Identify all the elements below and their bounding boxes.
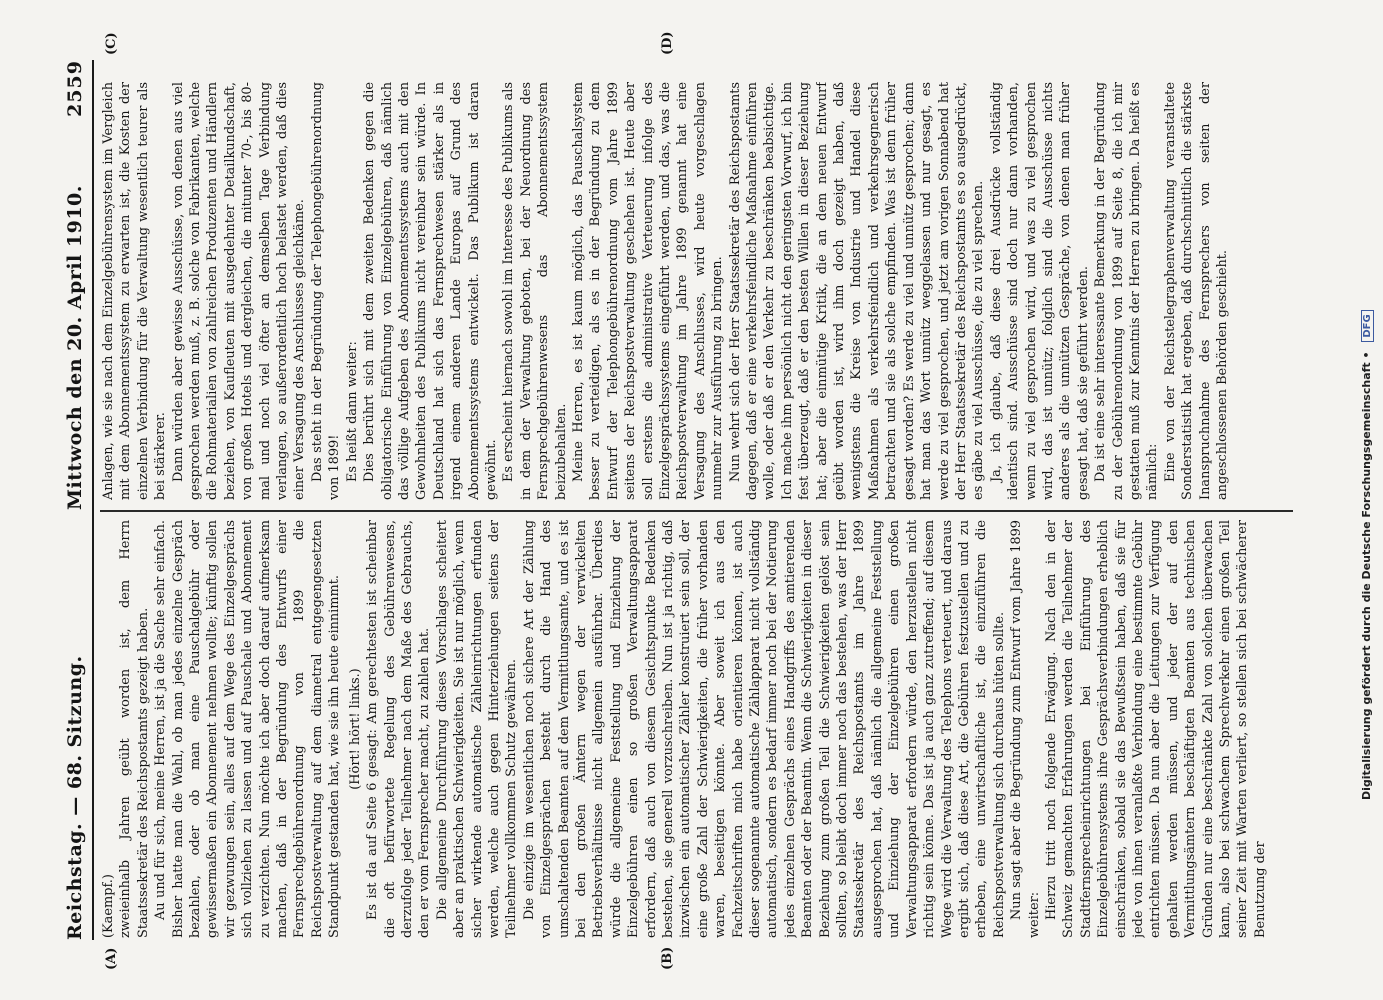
quoted-paragraph: Eine von der Reichstelegraphenverwaltung veranstaltete Sonderstatistik hat ergeben, daß durchschnittlich die stärkste Inanspruchnahme des Fernsprechers von seiten der angeschlossenen Behörden geschieht.	[1162, 82, 1230, 500]
paragraph: Die einzige im wesentlichen noch sichere Art der Zählung von Einzelgesprächen besteht durch die Hand des umschaltenden Beamten auf dem Vermittlungsamte, und es ist bei den großen Ämtern wegen der verwickelten Betriebsverhältnisse nicht allgemein ausführbar. Überdies würde die allgemeine Feststellung und Einziehung der Einzelgebühren einen so großen Verwaltungsapparat erfordern, daß auch von diesem Gesichtspunkte Bedenken bestehen, sie generell vorzuschreiben. Nun ist ja richtig, daß inzwischen ein automatischer Zähler konstruiert sein soll, der eine große Zahl der Schwierigkeiten, die früher vorhanden waren, beseitigen könnte. Aber soweit ich aus den Fachzeitschriften mich habe orientieren können, ist auch dieser sogenannte automatische Zählapparat nicht vollständig automatisch, sondern es bedarf immer noch bei der Notierung jedes einzelnen Gesprächs eines Handgriffs des amtierenden Beamten oder der Beamtin. Wenn die Schwierigkeiten in dieser Beziehung zum großen Teil die Schwierigkeiten gelöst sein sollten, so bleibt doch immer noch das bestehen, was der Herr Staatssekretär des Reichspostamts im Jahre 1899 ausgesprochen hat, daß nämlich die allgemeine Feststellung und Einziehung der Einzelgebühren einen großen Verwaltungsapparat erfordern würde, den herzustellen nicht richtig sein könne. Das ist ja auch ganz zutreffend; auf diesem Wege wird die Verwaltung des Telephons verteuert, und daraus ergibt sich, daß diese Art, die Gebühren festzustellen und zu erheben, eine unwirtschaftliche ist, die einzuführen die Reichspostverwaltung sich durchaus hüten sollte.	[521, 520, 1007, 938]
paragraph: Da ist eine sehr interessante Bemerkung in der Begründung zu der Gebührenordnung von 1899 auf Seite 8, die ich mir gestatten muß zur Kenntnis der Herren zu bringen. Da heißt es nämlich:	[1093, 82, 1161, 500]
paragraph: Das steht in der Begründung der Telephongebührenordnung von 1899!	[309, 82, 343, 500]
column-divider	[100, 510, 1293, 512]
paragraph: Die allgemeine Durchführung dieses Vorschlages scheitert aber an praktischen Schwierigkeiten. Sie ist nur möglich, wenn sicher wirkende automatische Zähleinrichtungen erfunden werden, welche auch gegen Hinterziehungen seitens der Teilnehmer vollkommen Schutz gewähren.	[434, 520, 520, 938]
header-session-title: Reichstag. — 68. Sitzung.	[64, 655, 86, 940]
header-date: Mittwoch den 20. April 1910.	[64, 185, 86, 510]
header-page-number: 2559	[64, 60, 86, 117]
margin-mark-c: (C)	[104, 32, 119, 55]
margin-mark-b: (B)	[660, 946, 675, 970]
paragraph: Dann würden aber gewisse Ausschüsse, von denen aus viel gesprochen werden muß, z. B. solche von Fabrikanten, welche die Rohmaterialien von zahlreichen Produzenten und Händlern beziehen, von Kaufleuten mit ausgedehnter Detailkundschaft, von großen Hotels und dergleichen, die mitunter 70-, bis 80-mal und noch viel öfter an demselben Tage Verbindung verlangen, so außerordentlich hoch belastet werden, daß dies einer Versagung des Anschlusses gleichkäme.	[170, 82, 308, 500]
dfg-logo: DFG	[1361, 310, 1374, 341]
paragraph: zweieinhalb Jahren geübt worden ist, dem Herrn Staatssekretär des Reichspostamts gezeigt haben.	[118, 520, 151, 938]
margin-mark-d: (D)	[660, 31, 675, 55]
right-text-column	[100, 82, 1295, 500]
paragraph: Nun wehrt sich der Herr Staatssekretär des Reichspostamts dagegen, daß er eine verkehrsfeindliche Maßnahme einführen wolle, oder daß er den Verkehr zu beschränken beabsichtige. Ich mache ihm persönlich nicht den geringsten Vorwurf, ich bin fest überzeugt, daß er den besten Willen in dieser Beziehung hat; aber die einmütige Kritik, die an dem neuen Entwurf geübt worden ist, wird ihm doch gezeigt haben, daß wenigstens die Kreise von Industrie und Handel diese Maßnahmen als verkehrsfeindlich und verkehrsgegnerisch betrachten und sie als solche empfinden. Was ist denn früher gesagt worden? Es werde zu viel und unnütz gesprochen; dann hat man das Wort unnütz weggelassen und nur gesagt, es werde zu viel gesprochen, und jetzt am vorigen Sonnabend hat der Herr Staatssekretär des Reichspostamts es so ausgedrückt, es gäbe zu viel Ausschüsse, die zu viel sprechen.	[727, 82, 987, 500]
paragraph: Ja, ich glaube, daß diese drei Ausdrücke vollständig identisch sind. Ausschüsse sind doch nur dann vorhanden, wenn zu viel gesprochen wird, und was zu viel gesprochen wird, das ist unnütz; folglich sind die Ausschüsse nichts anderes als die unnützen Gespräche, von denen man früher gesagt hat, daß sie geführt werden.	[988, 82, 1091, 500]
paragraph: Anlagen, wie sie nach dem Einzelgebührensystem im Vergleich mit dem Abonnementssystem zu erwarten ist, die Kosten der einzelnen Verbindung für die Verwaltung wesentlich teurer als bei stärkerer.	[101, 82, 169, 500]
paragraph: Au und für sich, meine Herren, ist ja die Sache sehr einfach. Bisher hatte man die Wahl, ob man jedes einzelne Gespräch bezahlen, oder ob man eine Pauschalgebühr oder gewissermaßen ein Abonnement nehmen wollte; künftig sollen wir gezwungen sein, alles auf dem Wege des Einzelgesprächs sich vollziehen zu lassen und auf Pauschale und Abonnement zu verzichten. Nun möchte ich aber doch darauf aufmerksam machen, daß in der Begründung des Entwurfs einer Fernsprechgebührenordnung von 1899 die Reichspostverwaltung auf dem diametral entgegengesetzten Standpunkt gestanden hat, wie sie ihn heute einnimmt.	[153, 520, 343, 938]
left-text-column	[100, 520, 1295, 938]
margin-mark-a: (A)	[104, 947, 119, 970]
page-header	[52, 60, 94, 940]
paragraph: Es heißt dann weiter:	[344, 341, 360, 482]
quoted-paragraph: Es erscheint hiernach sowohl im Interesse des Publikums als in dem der Verwaltung geboten, bei der Neuordnung des Fernsprechgebührenwesens das Abonnementssystem beizubehalten.	[501, 82, 569, 500]
quoted-paragraph: Dies berührt sich mit dem zweiten Bedenken gegen die obligatorische Einführung von Einzelgebühren, daß nämlich das völlige Aufgeben des Abonnementssystems auch mit den Gewohnheiten des Publikums nicht vereinbar sein würde. In Deutschland hat sich das Fernsprechwesen stärker als in irgend einem anderen Lande Europas auf Grund des Abonnementssystems entwickelt. Das Publikum ist daran gewöhnt.	[362, 82, 499, 500]
speaker-name: (Kaempf.)	[101, 874, 116, 938]
paragraph: Nun sagt aber die Begründung zum Entwurf vom Jahre 1899 weiter:	[1009, 520, 1042, 938]
paragraph: Es ist da auf Seite 6 gesagt: Am gerechtesten ist scheinbar die oft befürwortete Regelung des Gebührenwesens, derzufolge jeder Teilnehmer nach dem Maße des Gebrauchs, den er vom Fernsprecher macht, zu zahlen hat.	[365, 520, 433, 938]
interjection: (Hört! hört! links.)	[347, 668, 363, 790]
digitization-credit	[1360, 310, 1374, 800]
paragraph: Meine Herren, es ist kaum möglich, das Pauschalsystem besser zu verteidigen, als es in der Begründung zu dem Entwurf der Telephongebührenordnung vom Jahre 1899 seitens der Reichspostverwaltung geschehen ist. Heute aber soll erstens die administrative Verteuerung infolge des Einzelgesprächssystems eingeführt werden, und das, was die Reichspostverwaltung im Jahre 1899 genannt hat eine Versagung des Anschlusses, wird heute vorgeschlagen nunmehr zur Ausführung zu bringen.	[570, 82, 726, 500]
quoted-paragraph: Hierzu tritt noch folgende Erwägung. Nach den in der Schweiz gemachten Erfahrungen werden die Teilnehmer der Stadtfernsprecheinrichtungen bei Einführung des Einzelgebührensystems ihre Gesprächsverbindungen erheblich einschränken, sobald sie das Bewußtsein haben, daß sie für jede von ihnen veranlaßte Verbindung eine bestimmte Gebühr entrichten müssen. Da nun aber die Leitungen zur Verfügung gehalten werden müssen, und jeder der auf den Vermittlungsämtern beschäftigten Beamten aus technischen Gründen nur eine beschränkte Zahl von solchen überwachen kann, also bei schwachem Sprechverkehr einen großen Teil seiner Zeit mit Warten verliert, so stellen sich bei schwächerer Benutzung der	[1043, 520, 1268, 938]
credit-text: Digitalisierung gefördert durch die Deutsche Forschungsgemeinschaft •	[1360, 351, 1373, 800]
